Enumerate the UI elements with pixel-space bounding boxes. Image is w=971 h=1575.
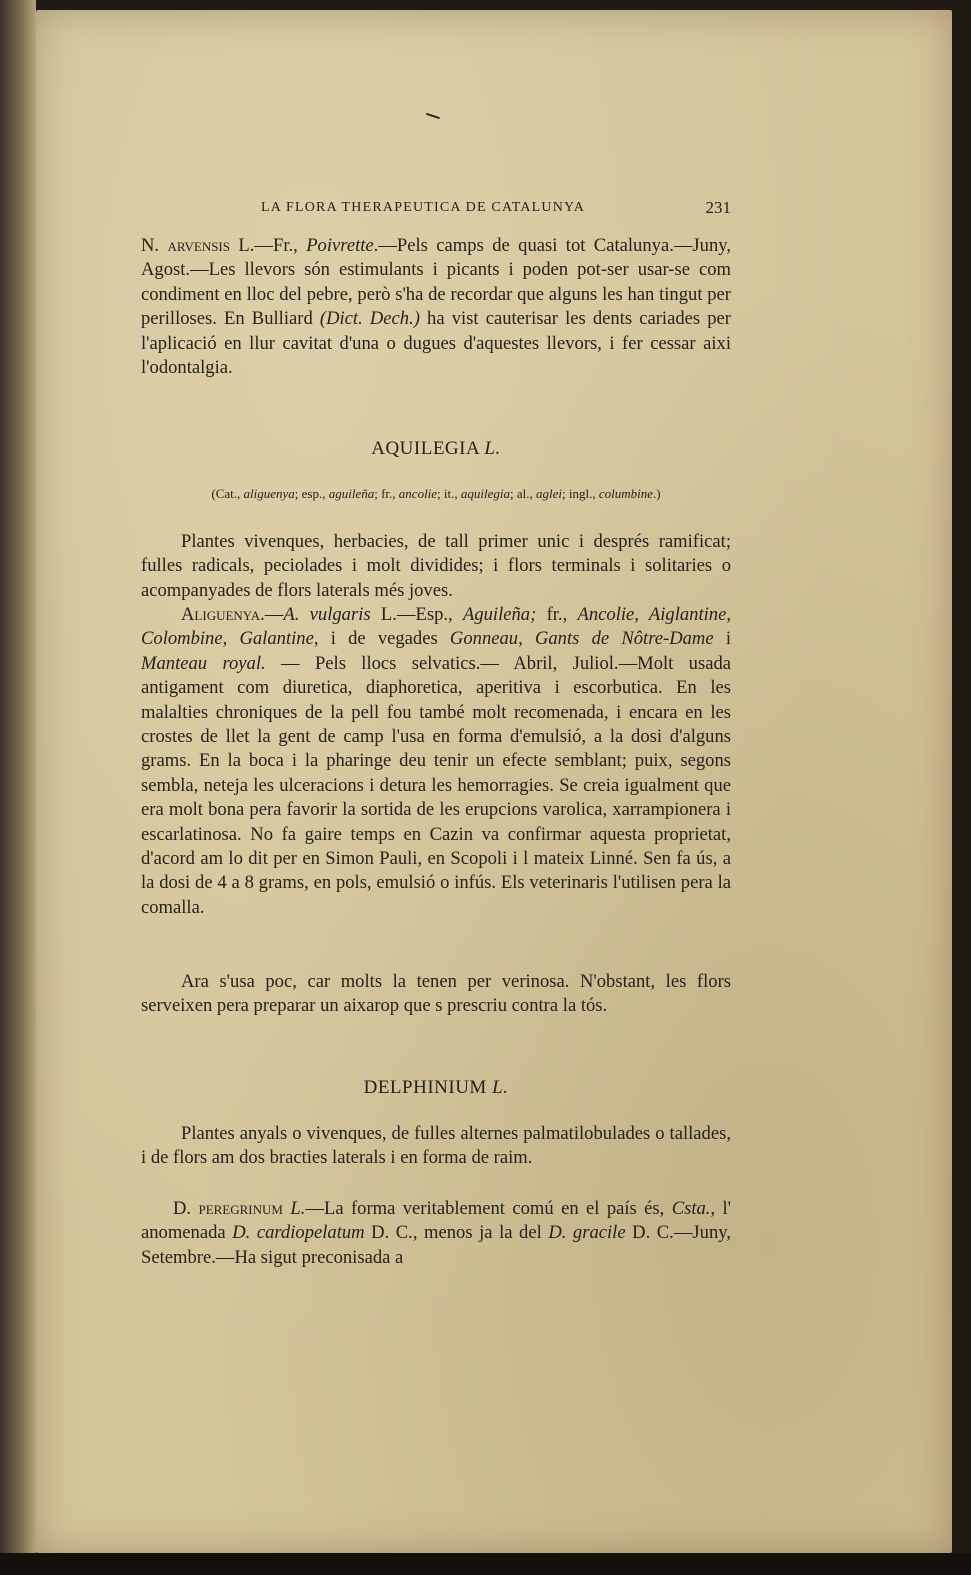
text-run: .—Pels camps de quasi tot Catalunya.—Juny, Agost.—Les llevors són estimulants i picants i poden pot-ser usar-se com condiment en lloc del pebre, però s'ha de recordar que alguns les han tingut per perilloses. En Bulliard	[141, 235, 732, 330]
species-name: D. peregrinum	[173, 1198, 283, 1219]
note-run: ; it.,	[437, 486, 461, 501]
genus-author: L.	[484, 438, 501, 459]
paragraph-n-arvensis	[141, 234, 731, 380]
note-run: ; ingl.,	[562, 486, 599, 501]
text-run: L.—Fr.,	[230, 235, 307, 256]
italic-run: D. cardiopelatum	[232, 1222, 365, 1244]
text-run: D. C., menos ja la del	[364, 1222, 549, 1244]
italic-run: Manteau royal.	[141, 652, 266, 674]
text-run: , l' anomenada	[141, 1198, 731, 1244]
italic-run: Gonneau, Gants de Nôtre-Dame	[449, 628, 714, 650]
note-italic: aliguenya	[243, 486, 295, 501]
paragraph-aquilegia-description: Plantes vivenques, herbacies, de tall primer unic i després ramificat; fulles radicals, peciolades i molt dividides; i flors terminals i solitaries o acompanyades de flors laterals més joves.	[141, 531, 731, 601]
running-header	[141, 200, 731, 222]
italic-run: Ancolie, Aiglantine, Colombine, Galantine,	[141, 604, 731, 650]
note-italic: aquilegia	[460, 486, 511, 501]
text-run: i de vegades	[318, 628, 450, 650]
text-run: i	[713, 628, 731, 650]
running-title: LA FLORA THERAPEUTICA DE CATALUNYA	[261, 200, 586, 215]
book-gutter	[0, 0, 36, 1575]
note-italic: aglei	[536, 486, 563, 501]
paragraph-d-peregrinum	[141, 1197, 731, 1270]
text-run: ha vist cauterisar les dents cariades per l'aplicació en llur cavitat d'una o dugues d'aquestes llevors, i fer cessar aixi l'odontalgia.	[141, 308, 731, 379]
italic-run: (Dict. Dech.)	[319, 308, 420, 330]
ink-mark	[426, 113, 440, 119]
italic-run: L.	[290, 1198, 306, 1219]
genus-heading-delphinium	[141, 1077, 731, 1099]
note-italic: columbine	[598, 486, 654, 501]
note-italic: aguileña	[328, 486, 375, 501]
text-run: — Pels llocs selvatics.— Abril, Juliol.—Molt usada antigament com diuretica, diaphoretica, aperitiva i escorbutica. En les malalties chroniques de la pell fou també molt recomenada, i encara en les crostes de llet la gent de camp l'usa en forma d'emulsió, a la dosi d'alguns grams. En la boca i la pharinge deu tenir un efecte semblant; puix, segons sembla, neteja les ulceracions i detura les hemorragies. Se creia igualment que era molt bona pera favorir la sortida de les erupcions varolica, xarrampionera i escarlatinosa. No fa gaire temps en Cazin va confirmar aquesta proprietat, d'acord am lo dit per en Simon Pauli, en Scopoli i l mateix Linné. Sen fa ús, a la dosi de 4 a 8 grams, en pols, emulsió o infús. Els veterinaris l'utilisen pera la comalla.	[141, 652, 732, 918]
note-italic: ancolie	[398, 486, 438, 501]
italic-run: Poivrette	[306, 235, 374, 256]
genus-author: L.	[492, 1077, 509, 1098]
genus-title: DELPHINIUM	[363, 1077, 487, 1098]
species-name: N. arvensis	[141, 235, 230, 256]
paragraph-aliguenya	[141, 603, 731, 920]
text-run: fr.,	[536, 604, 578, 625]
text-run: L.—Esp.,	[370, 604, 463, 625]
note-run: ; esp.,	[294, 486, 329, 501]
genus-title: AQUILEGIA	[371, 438, 480, 459]
note-run: .)	[653, 486, 661, 501]
text-run: .—	[260, 604, 284, 625]
paragraph-aquilegia-current-use: Ara s'usa poc, car molts la tenen per verinosa. N'obstant, les flors serveixen pera preparar un aixarop que s prescriu contra la tós.	[141, 971, 731, 1017]
book-page	[36, 10, 952, 1553]
vernacular-names-note	[141, 485, 731, 503]
italic-run: A. vulgaris	[283, 604, 371, 625]
genus-heading-aquilegia	[141, 438, 731, 460]
note-run: (Cat.,	[211, 486, 244, 501]
scan-bottom-edge	[0, 1553, 971, 1575]
italic-run: Aguileña;	[462, 604, 537, 625]
note-run: ; al.,	[510, 486, 537, 501]
italic-run: D. gracile	[548, 1222, 626, 1244]
note-run: ; fr.,	[374, 486, 399, 501]
page-number: 231	[705, 198, 731, 217]
paragraph-delphinium-description: Plantes anyals o vivenques, de fulles alternes palmatilobulades o tallades, i de flors am dos bracties laterals i en forma de raim.	[141, 1123, 731, 1169]
text-run: D. C.—Juny, Setembre.—Ha sigut preconisada a	[141, 1222, 731, 1268]
text-run: —La forma veritablement comú en el país és,	[305, 1198, 672, 1219]
species-name: Aliguenya	[181, 604, 261, 625]
italic-run: Csta.	[671, 1198, 711, 1219]
